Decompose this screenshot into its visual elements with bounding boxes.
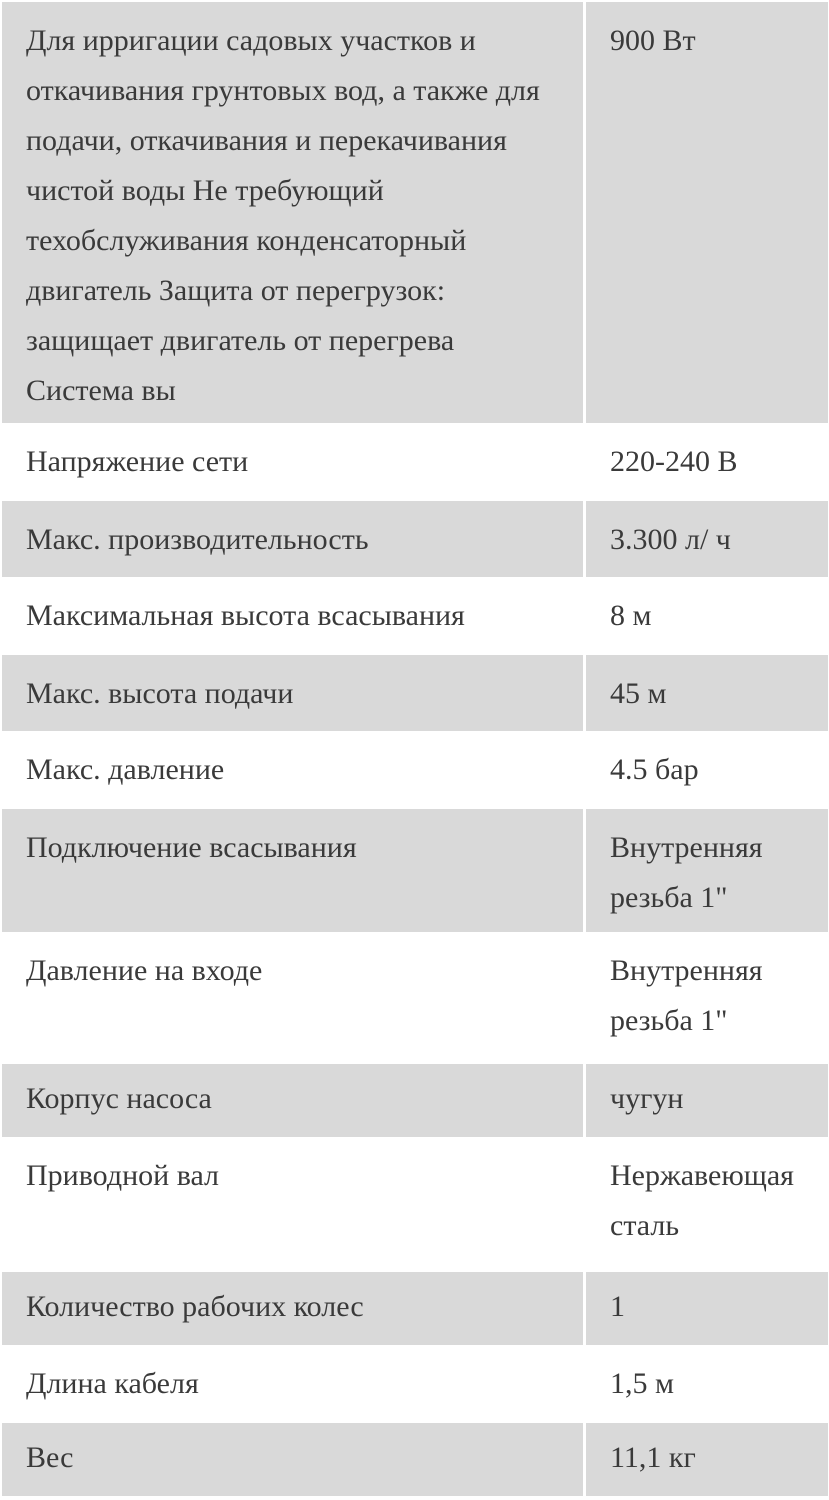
spec-row-impeller-count bbox=[2, 1272, 828, 1345]
spec-name: Для ирригации садовых участков и откачивания грунтовых вод, а также для подачи, откачивания и перекачивания чистой воды Не требующий техобслуживания конденсаторный двигатель Защита от перегрузок: защищает двигатель от перегрева Система вы bbox=[2, 2, 583, 423]
spec-name: Длина кабеля bbox=[2, 1345, 583, 1423]
spec-value: 11,1 кг bbox=[583, 1423, 828, 1496]
spec-row-inlet-pressure bbox=[2, 932, 828, 1064]
spec-name: Напряжение сети bbox=[2, 423, 583, 501]
spec-row-drive-shaft bbox=[2, 1137, 828, 1272]
spec-name: Максимальная высота всасывания bbox=[2, 577, 583, 655]
spec-value: 220-240 В bbox=[583, 423, 828, 501]
spec-row-max-suction-height bbox=[2, 577, 828, 655]
spec-value: 4.5 бар bbox=[583, 731, 828, 809]
spec-row-weight bbox=[2, 1423, 828, 1496]
spec-row-max-delivery-height bbox=[2, 655, 828, 731]
spec-row-voltage bbox=[2, 423, 828, 501]
spec-row-pump-housing bbox=[2, 1064, 828, 1137]
spec-name: Макс. высота подачи bbox=[2, 655, 583, 731]
spec-name: Макс. производительность bbox=[2, 501, 583, 577]
spec-value: 3.300 л/ ч bbox=[583, 501, 828, 577]
spec-value: 1 bbox=[583, 1272, 828, 1345]
spec-value: Нержавеющая сталь bbox=[583, 1137, 828, 1272]
spec-row-suction-connection bbox=[2, 809, 828, 932]
spec-value: Внутренняя резьба 1" bbox=[583, 809, 828, 932]
spec-value: чугун bbox=[583, 1064, 828, 1137]
spec-name: Макс. давление bbox=[2, 731, 583, 809]
specifications-table bbox=[2, 2, 828, 1496]
spec-name: Количество рабочих колес bbox=[2, 1272, 583, 1345]
spec-row-cable-length bbox=[2, 1345, 828, 1423]
spec-row-max-capacity bbox=[2, 501, 828, 577]
spec-value: 900 Вт bbox=[583, 2, 828, 423]
spec-name: Корпус насоса bbox=[2, 1064, 583, 1137]
spec-name: Приводной вал bbox=[2, 1137, 583, 1272]
spec-name: Подключение всасывания bbox=[2, 809, 583, 932]
spec-row-description bbox=[2, 2, 828, 423]
spec-value: 1,5 м bbox=[583, 1345, 828, 1423]
spec-name: Давление на входе bbox=[2, 932, 583, 1064]
spec-value: 8 м bbox=[583, 577, 828, 655]
spec-name: Вес bbox=[2, 1423, 583, 1496]
spec-value: Внутренняя резьба 1" bbox=[583, 932, 828, 1064]
spec-value: 45 м bbox=[583, 655, 828, 731]
spec-row-max-pressure bbox=[2, 731, 828, 809]
